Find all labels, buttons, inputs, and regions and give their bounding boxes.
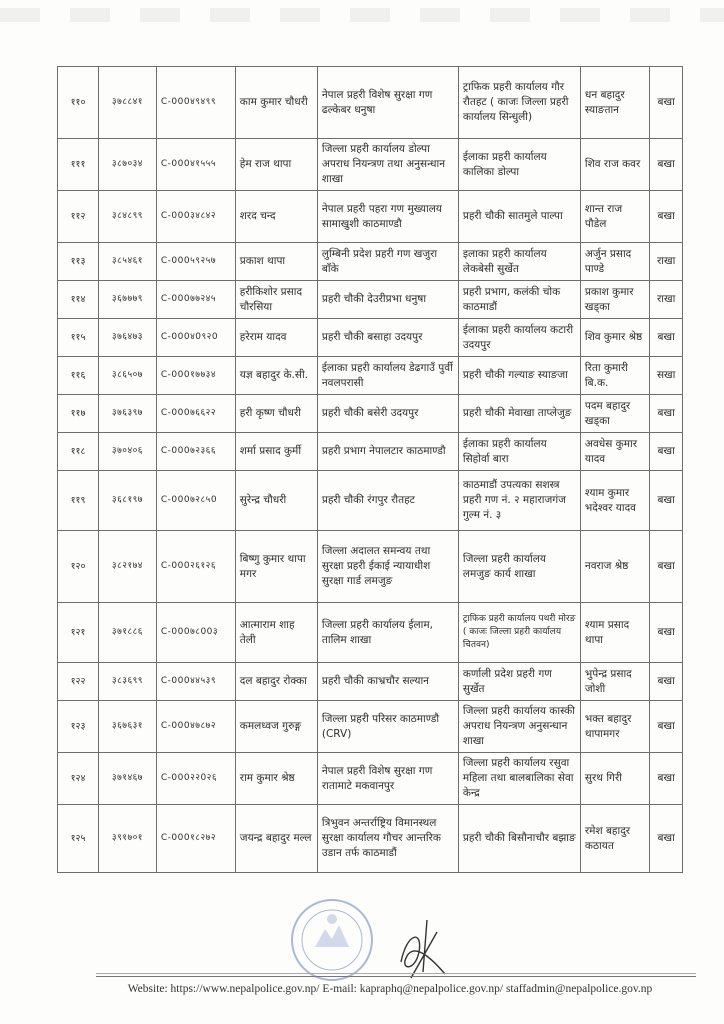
code-number-cell: C-000२६१२६ [156, 531, 235, 603]
current-posting-cell: प्रहरी चौकी रंगपुर रौतहट [317, 471, 458, 531]
new-posting-cell: ईलाका प्रहरी कार्यालय सिहोर्वा बारा [458, 433, 580, 471]
current-posting-cell: नेपाल प्रहरी विशेष सुरक्षा गण ढल्केबर धनुषा [317, 67, 458, 139]
status-cell: बखा [650, 191, 683, 243]
status-cell: बखा [650, 663, 683, 701]
serial-number-cell: ११२ [58, 191, 99, 243]
table-row [58, 663, 683, 701]
employee-name-cell: हेम राज थापा [235, 139, 317, 191]
new-posting-cell: ईलाका प्रहरी कार्यालय कटारी उदयपुर [458, 319, 580, 357]
employee-id-cell: ३८४८९९ [99, 191, 157, 243]
serial-number-cell: ११४ [58, 281, 99, 319]
employee-id-cell: ३७१८८६ [99, 603, 157, 663]
code-number-cell: C-000७६६२२ [156, 395, 235, 433]
table-row [58, 191, 683, 243]
serial-number-cell: १२३ [58, 701, 99, 753]
employee-name-cell: प्रकाश थापा [235, 243, 317, 281]
employee-id-cell: ३६८१९७ [99, 471, 157, 531]
code-number-cell: C-000७२३६६ [156, 433, 235, 471]
serial-number-cell: ११७ [58, 395, 99, 433]
code-number-cell: C-000७७२४५ [156, 281, 235, 319]
status-cell: बखा [650, 395, 683, 433]
serial-number-cell: ११० [58, 67, 99, 139]
employee-name-cell: यज्ञ बहादुर के.सी. [235, 357, 317, 395]
authority-name-cell: भक्त बहादुर थापामगर [580, 701, 649, 753]
authority-name-cell: प्रकाश कुमार खड्का [580, 281, 649, 319]
status-cell: बखा [650, 805, 683, 873]
status-cell: बखा [650, 531, 683, 603]
table-row [58, 753, 683, 805]
serial-number-cell: ११३ [58, 243, 99, 281]
employee-name-cell: काम कुमार चौधरी [235, 67, 317, 139]
employee-id-cell: ३९१७०१ [99, 805, 157, 873]
authority-name-cell: पदम बहादुर खड्का [580, 395, 649, 433]
employee-id-cell: ३७०४०६ [99, 433, 157, 471]
faded-header-bleed [0, 8, 724, 22]
status-cell: राखा [650, 281, 683, 319]
employee-id-cell: ३८७०३४ [99, 139, 157, 191]
current-posting-cell: नेपाल प्रहरी पहरा गण मुख्यालय सामाखुशी काठमाण्डौ [317, 191, 458, 243]
new-posting-cell: इलाका प्रहरी कार्यालय लेकबेसी सुर्खेत [458, 243, 580, 281]
current-posting-cell: प्रहरी चौकी बसाहा उदयपुर [317, 319, 458, 357]
serial-number-cell: ११९ [58, 471, 99, 531]
table-row [58, 243, 683, 281]
employee-name-cell: आत्माराम शाह तेली [235, 603, 317, 663]
status-cell: बखा [650, 433, 683, 471]
new-posting-cell: कर्णाली प्रदेश प्रहरी गण सुर्खेत [458, 663, 580, 701]
status-cell: बखा [650, 139, 683, 191]
code-number-cell: C-000५९२५७ [156, 243, 235, 281]
table-row [58, 395, 683, 433]
serial-number-cell: १२५ [58, 805, 99, 873]
current-posting-cell: लुम्बिनी प्रदेश प्रहरी गण खजुरा बाँके [317, 243, 458, 281]
table-row [58, 319, 683, 357]
new-posting-cell: प्रहरी चौकी मेवाखा ताप्लेजुङ [458, 395, 580, 433]
authority-name-cell: शिव कुमार श्रेष्ठ [580, 319, 649, 357]
table-row [58, 67, 683, 139]
employee-name-cell: शरद चन्द [235, 191, 317, 243]
current-posting-cell: नेपाल प्रहरी विशेष सुरक्षा गण रातामाटे मकवानपुर [317, 753, 458, 805]
code-number-cell: C-000४७८७२ [156, 701, 235, 753]
footer-rule [96, 976, 696, 977]
serial-number-cell: १२१ [58, 603, 99, 663]
employee-id-cell: ३८६५०७ [99, 357, 157, 395]
footer-contact: Website: https://www.nepalpolice.gov.np/ E-mail: kapraphq@nepalpolice.gov.np/ staffadmin@nepalpolice.gov.np [127, 983, 653, 995]
new-posting-cell: जिल्ला प्रहरी कार्यालय लमजुङ कार्य शाखा [458, 531, 580, 603]
table-row [58, 603, 683, 663]
employee-name-cell: दल बहादुर रोक्का [235, 663, 317, 701]
new-posting-cell: जिल्ला प्रहरी कार्यालय कास्की अपराध नियन्त्रण अनुसन्धान शाखा [458, 701, 580, 753]
new-posting-cell: काठमाडौं उपत्यका सशस्त्र प्रहरी गण नं. २ महाराजगंज गुल्म नं. ३ [458, 471, 580, 531]
serial-number-cell: १२२ [58, 663, 99, 701]
current-posting-cell: ईलाका प्रहरी कार्यालय डेढगाउँ पुर्वी नवलपरासी [317, 357, 458, 395]
employee-name-cell: हरी कृष्ण चौधरी [235, 395, 317, 433]
serial-number-cell: १२४ [58, 753, 99, 805]
employee-id-cell: ३८२१७४ [99, 531, 157, 603]
table-row [58, 139, 683, 191]
code-number-cell: C-000१८२७२ [156, 805, 235, 873]
employee-id-cell: ३७१४६७ [99, 753, 157, 805]
current-posting-cell: प्रहरी चौकी देउरीप्रभा धनुषा [317, 281, 458, 319]
authority-name-cell: अर्जुन प्रसाद पाण्डे [580, 243, 649, 281]
current-posting-cell: त्रिभुवन अन्तर्राष्ट्रिय विमानस्थल सुरक्षा कार्यालय गौचर आन्तरिक उडान तर्फ काठमाडौं [317, 805, 458, 873]
new-posting-cell: प्रहरी चौकी गल्याङ स्याङजा [458, 357, 580, 395]
authority-name-cell: श्याम प्रसाद थापा [580, 603, 649, 663]
code-number-cell: C-000१७७३४ [156, 357, 235, 395]
status-cell: बखा [650, 471, 683, 531]
official-seal-stamp [287, 895, 377, 985]
code-number-cell: C-000४१५५५ [156, 139, 235, 191]
current-posting-cell: जिल्ला प्रहरी कार्यालय ईलाम, तालिम शाखा [317, 603, 458, 663]
table-row [58, 805, 683, 873]
status-cell: बखा [650, 753, 683, 805]
employee-name-cell: शर्मा प्रसाद कुर्मी [235, 433, 317, 471]
table-row [58, 531, 683, 603]
new-posting-cell: जिल्ला प्रहरी कार्यालय रसुवा महिला तथा बालबालिका सेवा केन्द्र [458, 753, 580, 805]
table-row [58, 281, 683, 319]
serial-number-cell: ११५ [58, 319, 99, 357]
employee-id-cell: ३७६४७३ [99, 319, 157, 357]
status-cell: सखा [650, 357, 683, 395]
status-cell: बखा [650, 603, 683, 663]
employee-name-cell: राम कुमार श्रेष्ठ [235, 753, 317, 805]
employee-id-cell: ३७६३९७ [99, 395, 157, 433]
authority-name-cell: नवराज श्रेष्ठ [580, 531, 649, 603]
employee-name-cell: बिष्णु कुमार थापा मगर [235, 531, 317, 603]
code-number-cell: C-000२२0२६ [156, 753, 235, 805]
current-posting-cell: प्रहरी प्रभाग नेपालटार काठमाण्डौ [317, 433, 458, 471]
status-cell: बखा [650, 701, 683, 753]
current-posting-cell: प्रहरी चौकी काभ्रचौर सल्यान [317, 663, 458, 701]
employee-name-cell: हरेराम यादव [235, 319, 317, 357]
new-posting-cell: प्रहरी चौकी सातमुले पाल्पा [458, 191, 580, 243]
current-posting-cell: जिल्ला अदालत समन्वय तथा सुरक्षा प्रहरी ईकाई न्यायाधीश सुरक्षा गार्ड लमजुङ [317, 531, 458, 603]
new-posting-cell: प्रहरी चौकी बिसौनाचौर बझाङ [458, 805, 580, 873]
new-posting-cell: प्रहरी प्रभाग, कलंकी चोक काठमाडौं [458, 281, 580, 319]
authority-name-cell: धन बहादुर स्याङतान [580, 67, 649, 139]
new-posting-cell: ट्राफिक प्रहरी कार्यालय गौर रौतहट ( काजः जिल्ला प्रहरी कार्यालय सिन्धुली) [458, 67, 580, 139]
employee-name-cell: जयन्द्र बहादुर मल्ल [235, 805, 317, 873]
code-number-cell: C-000३४८४२ [156, 191, 235, 243]
table-row [58, 471, 683, 531]
status-cell: बखा [650, 67, 683, 139]
employee-name-cell: कमलध्वज गुरुङ्ग [235, 701, 317, 753]
code-number-cell: C-000४९४९९ [156, 67, 235, 139]
employee-id-cell: ३७८८४१ [99, 67, 157, 139]
employee-id-cell: ३८५४६१ [99, 243, 157, 281]
employee-id-cell: ३८३६९९ [99, 663, 157, 701]
footer-rule [96, 973, 696, 974]
serial-number-cell: ११८ [58, 433, 99, 471]
new-posting-cell: ट्राफिक प्रहरी कार्यालय पथरी मोरङ ( काजः जिल्ला प्रहरी कार्यालय चितवन) [458, 603, 580, 663]
handwritten-signature [393, 912, 453, 982]
employee-name-cell: हरीकिशोर प्रसाद चौरसिया [235, 281, 317, 319]
serial-number-cell: १२० [58, 531, 99, 603]
table-row [58, 357, 683, 395]
authority-name-cell: शान्त राज पौडेल [580, 191, 649, 243]
status-cell: राखा [650, 243, 683, 281]
code-number-cell: C-000४0९२0 [156, 319, 235, 357]
authority-name-cell: सुरथ गिरी [580, 753, 649, 805]
code-number-cell: C-000७८00३ [156, 603, 235, 663]
serial-number-cell: १११ [58, 139, 99, 191]
transfer-table [57, 66, 683, 873]
current-posting-cell: प्रहरी चौकी बसेरी उदयपुर [317, 395, 458, 433]
authority-name-cell: अवधेस कुमार यादव [580, 433, 649, 471]
employee-id-cell: ३६७७७९ [99, 281, 157, 319]
authority-name-cell: रिता कुमारी बि.क. [580, 357, 649, 395]
new-posting-cell: ईलाका प्रहरी कार्यालय कालिका डोल्पा [458, 139, 580, 191]
table-row [58, 701, 683, 753]
code-number-cell: C-000४४५३९ [156, 663, 235, 701]
current-posting-cell: जिल्ला प्रहरी कार्यालय डोल्पा अपराध नियन्त्रण तथा अनुसन्धान शाखा [317, 139, 458, 191]
status-cell: बखा [650, 319, 683, 357]
serial-number-cell: ११६ [58, 357, 99, 395]
authority-name-cell: रमेश बहादुर कठायत [580, 805, 649, 873]
authority-name-cell: भुपेन्द्र प्रसाद जोशी [580, 663, 649, 701]
table-row [58, 433, 683, 471]
employee-id-cell: ३६७६३१ [99, 701, 157, 753]
authority-name-cell: श्याम कुमार भदेश्वर यादव [580, 471, 649, 531]
code-number-cell: C-000७२८५0 [156, 471, 235, 531]
authority-name-cell: शिव राज कवर [580, 139, 649, 191]
employee-name-cell: सुरेन्द्र चौधरी [235, 471, 317, 531]
current-posting-cell: जिल्ला प्रहरी परिसर काठमाण्डौ (CRV) [317, 701, 458, 753]
